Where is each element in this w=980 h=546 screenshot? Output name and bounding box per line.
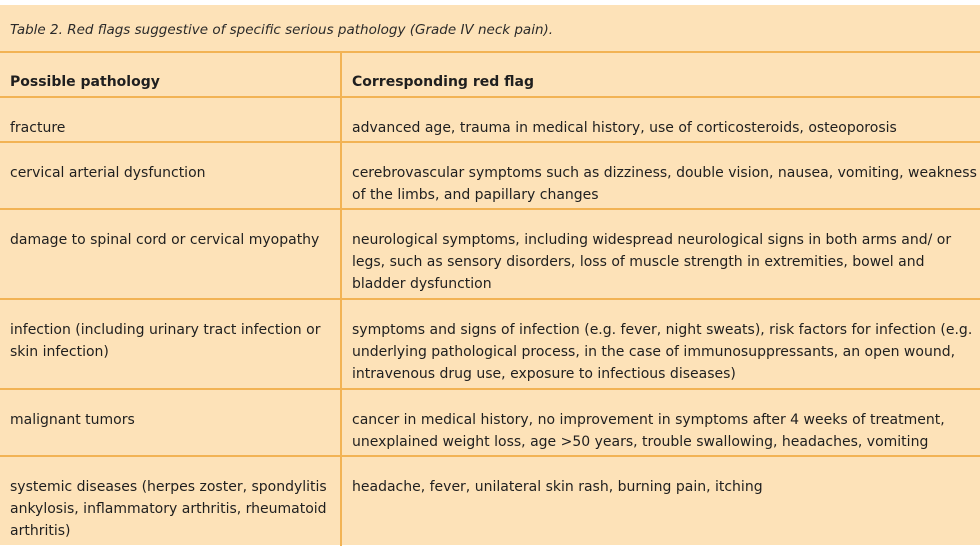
red-flag-cell: headache, fever, unilateral skin rash, burning pain, itching [341,456,980,546]
pathology-cell: systemic diseases (herpes zoster, spondylitis ankylosis, inflammatory arthritis, rheumatoid arthritis) [0,456,341,546]
red-flags-table [0,51,980,546]
red-flag-cell: cancer in medical history, no improvement in symptoms after 4 weeks of treatment, unexplained weight loss, age >50 years, trouble swallowing, headaches, vomiting [341,389,980,456]
pathology-cell: damage to spinal cord or cervical myopathy [0,209,341,299]
table-header-row [0,52,980,97]
table-panel [0,5,980,545]
table-row [0,97,980,142]
table-caption: Table 2. Red flags suggestive of specific serious pathology (Grade IV neck pain). [10,22,554,38]
red-flag-cell: advanced age, trauma in medical history, use of corticosteroids, osteoporosis [341,97,980,142]
pathology-cell: fracture [0,97,341,142]
table-row [0,209,980,299]
pathology-cell: cervical arterial dysfunction [0,142,341,209]
pathology-cell: malignant tumors [0,389,341,456]
pathology-cell: infection (including urinary tract infection or skin infection) [0,299,341,389]
table-row [0,456,980,546]
red-flag-cell: symptoms and signs of infection (e.g. fever, night sweats), risk factors for infection (e.g. underlying pathological process, in the case of immunosuppressants, an open wound, intravenous drug use, exposure to infectious diseases) [341,299,980,389]
table-row [0,142,980,209]
table-row [0,299,980,389]
header-corresponding-red-flag: Corresponding red flag [341,52,980,97]
header-possible-pathology: Possible pathology [0,52,341,97]
red-flag-cell: neurological symptoms, including widespread neurological signs in both arms and/ or legs, such as sensory disorders, loss of muscle strength in extremities, bowel and bladder dysfunction [341,209,980,299]
table-row [0,389,980,456]
red-flag-cell: cerebrovascular symptoms such as dizziness, double vision, nausea, vomiting, weakness of the limbs, and papillary changes [341,142,980,209]
